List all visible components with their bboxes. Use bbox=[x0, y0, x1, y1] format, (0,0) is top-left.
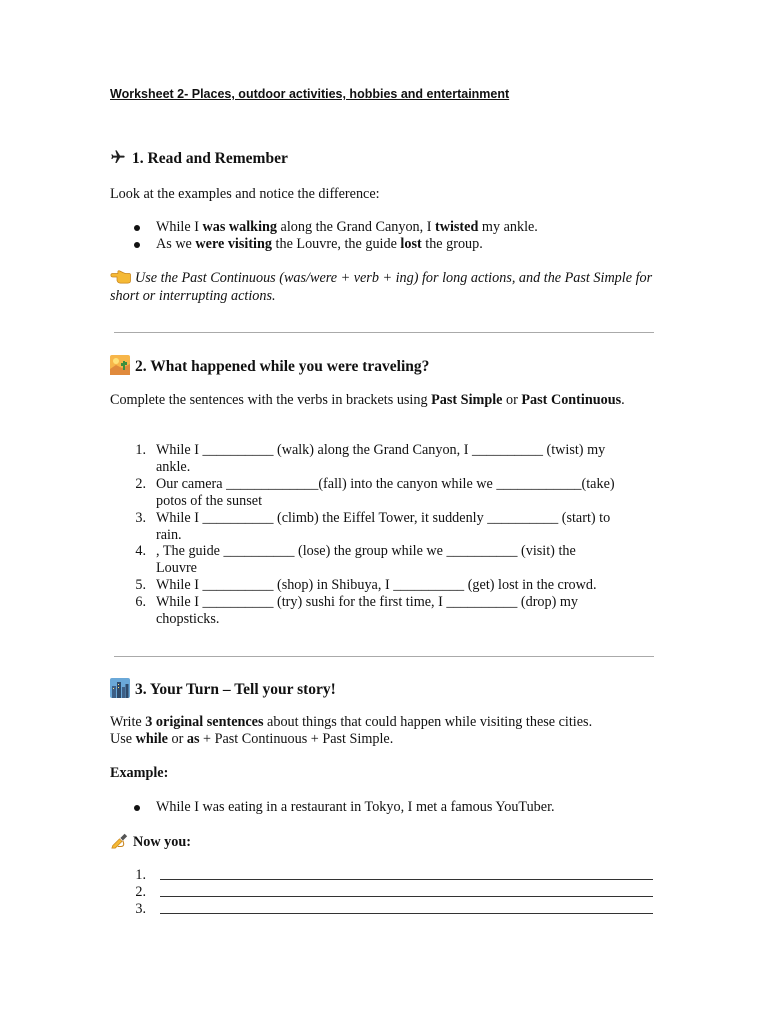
worksheet-title: Worksheet 2- Places, outdoor activities, hobbies and entertainment bbox=[110, 87, 510, 101]
example-label: Example: bbox=[110, 765, 169, 781]
section-2-instructions: Complete the sentences with the verbs in brackets using Past Simple or Past Continuous. bbox=[110, 392, 625, 408]
now-you-label bbox=[110, 832, 655, 851]
example-bullet-1: While I was walking along the Grand Canyon, I twisted my ankle. bbox=[156, 219, 656, 236]
desert-landscape-icon bbox=[110, 355, 130, 375]
example-sentence: While I was eating in a restaurant in Tokyo, I met a famous YouTuber. bbox=[156, 799, 656, 816]
section-3-heading bbox=[110, 678, 336, 699]
section-1-heading-text: 1. Read and Remember bbox=[132, 150, 288, 167]
section-divider-1 bbox=[114, 332, 654, 333]
now-you-text: Now you: bbox=[133, 834, 191, 850]
grammar-tip-text: Use the Past Continuous (was/were + verb + ing) for long actions, and the Past Simple for short or interrupting actions. bbox=[110, 270, 653, 304]
grammar-tip bbox=[110, 269, 655, 305]
section-2-heading-text: 2. What happened while you were traveling? bbox=[135, 358, 430, 375]
writing-hand-icon bbox=[110, 832, 129, 849]
section-1-intro: Look at the examples and notice the difference: bbox=[110, 186, 380, 202]
section-3-instructions: Write 3 original sentences about things that could happen while visiting these cities. Use while or as + Past Continuous + Past Simple. bbox=[110, 714, 593, 747]
section-1-heading bbox=[110, 149, 288, 168]
section-3-heading-text: 3. Your Turn – Tell your story! bbox=[135, 681, 336, 698]
section-2-heading bbox=[110, 355, 429, 376]
pointing-hand-icon bbox=[110, 270, 131, 284]
section-divider-2 bbox=[114, 656, 654, 657]
example-bullet-2: As we were visiting the Louvre, the guide lost the group. bbox=[156, 236, 656, 253]
airplane-icon bbox=[110, 149, 126, 165]
cityscape-icon bbox=[110, 678, 130, 698]
